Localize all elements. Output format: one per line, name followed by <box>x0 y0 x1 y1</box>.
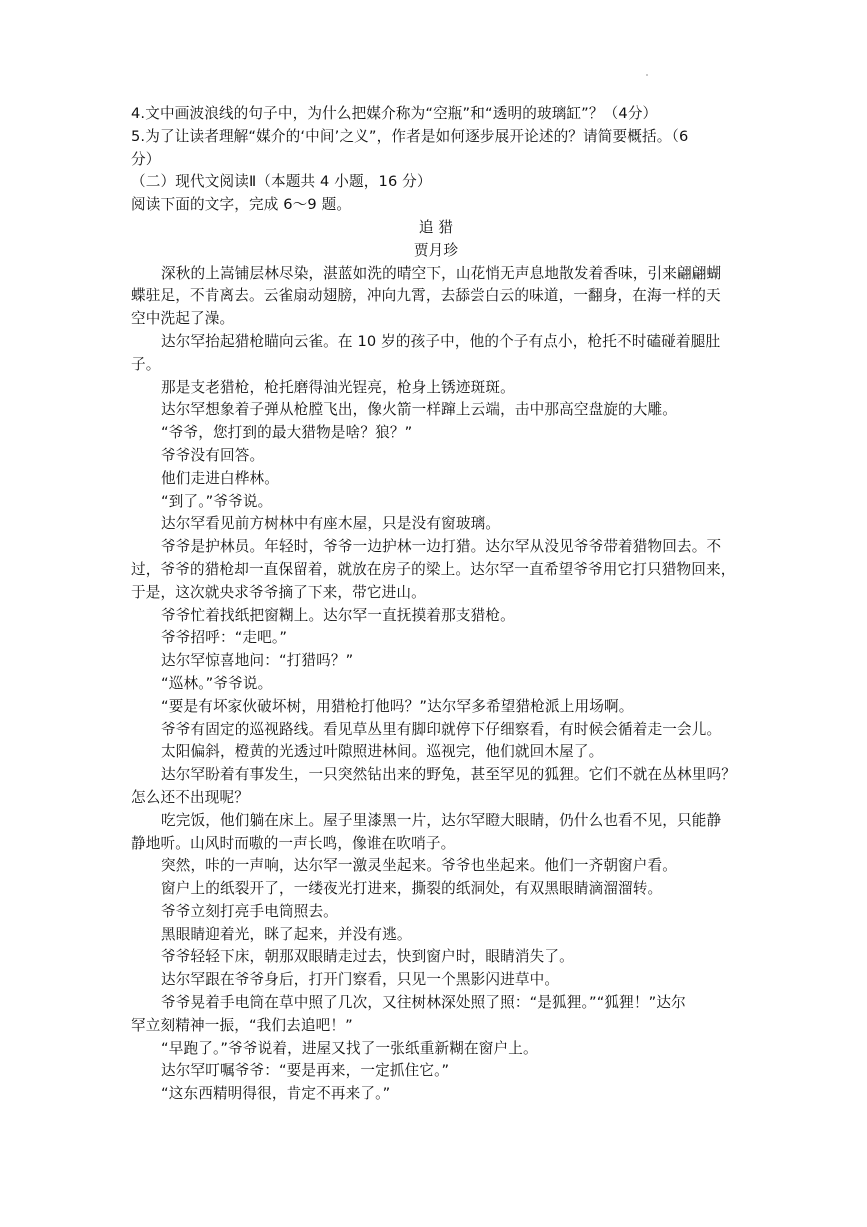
document-page <box>131 103 741 1106</box>
article-line: 于是，这次就央求爷爷摘了下来，带它进山。 <box>131 583 426 601</box>
article-line: 黑眼睛迎着光，眯了起来，并没有逃。 <box>161 925 412 943</box>
article-line: “这东西精明得很，肯定不再来了。” <box>161 1085 391 1103</box>
article-line: “到了。”爷爷说。 <box>161 492 273 510</box>
article-line: 静地听。山风时而嗷的一声长鸣，像谁在吹哨子。 <box>131 834 456 852</box>
article-line: 达尔罕跟在爷爷身后，打开门察看，只见一个黑影闪进草中。 <box>161 971 560 989</box>
article-line: 爷爷没有回答。 <box>161 446 265 464</box>
article-line: 罕立刻精神一振，“我们去追吧！” <box>131 1016 353 1034</box>
article-line: 太阳偏斜，橙黄的光透过叶隙照进林间。巡视完，他们就回木屋了。 <box>161 743 604 761</box>
article-line: 爷爷晃着手电筒在草中照了几次，又往树林深处照了照：“是狐狸。”“狐狸！”达尔 <box>161 994 686 1012</box>
article-line: 达尔罕想象着子弹从枪膛飞出，像火箭一样蹿上云端，击中那高空盘旋的大雕。 <box>161 401 678 419</box>
article-line: 爷爷有固定的巡视路线。看见草丛里有脚印就停下仔细察看，有时候会循着走一会儿。 <box>161 720 722 738</box>
article-line: 深秋的上嵩铺层林尽染，湛蓝如洗的晴空下，山花悄无声息地散发着香味，引来翩翩蝴 <box>161 264 722 282</box>
article-line: 蝶驻足，不肯离去。云雀扇动翅膀，冲向九霄，去舔尝白云的味道，一翻身，在海一样的天 <box>131 287 721 305</box>
article-line: “要是有坏家伙破坏树，用猎枪打他吗？”达尔罕多希望猎枪派上用场啊。 <box>161 697 634 715</box>
article-line: 突然，咔的一声响，达尔罕一激灵坐起来。爷爷也坐起来。他们一齐朝窗户看。 <box>161 857 678 875</box>
article-line: 过，爷爷的猎枪却一直保留着，就放在房子的梁上。达尔罕一直希望爷爷用它打只猎物回来， <box>131 560 736 578</box>
article-line: 达尔罕看见前方树林中有座木屋，只是没有窗玻璃。 <box>161 515 501 533</box>
article-line: 子。 <box>131 355 161 373</box>
article-title: 追 猎 <box>418 218 454 236</box>
scan-speck <box>646 74 648 76</box>
article-line: 达尔罕叮嘱爷爷：“要是再来，一定抓住它。” <box>161 1062 450 1080</box>
article-body <box>131 263 741 1106</box>
article-line: “早跑了。”爷爷说着，进屋又找了一张纸重新糊在窗户上。 <box>161 1039 538 1057</box>
reading-instruction: 阅读下面的文字，完成 6～9 题。 <box>131 196 352 214</box>
article-line: 爷爷立刻打亮手电筒照去。 <box>161 902 338 920</box>
article-line: 爷爷轻轻下床，朝那双眼睛走过去，快到窗户时，眼睛消失了。 <box>161 948 574 966</box>
article-line: 怎么还不出现呢？ <box>131 788 249 806</box>
article-line: 窗户上的纸裂开了，一缕夜光打进来，撕裂的纸洞处，有双黑眼睛滴溜溜转。 <box>161 880 663 898</box>
article-line: 达尔罕惊喜地问：“打猎吗？” <box>161 652 354 670</box>
article-line: “爷爷，您打到的最大猎物是啥？狼？” <box>161 424 413 442</box>
article-line: “巡林。”爷爷说。 <box>161 674 273 692</box>
article-line: 爷爷是护林员。年轻时，爷爷一边护林一边打猎。达尔罕从没见爷爷带着猎物回去。不 <box>161 538 722 556</box>
question-4: 4.文中画波浪线的句子中，为什么把媒介称为“空瓶”和“透明的玻璃缸”？（4分） <box>131 105 658 122</box>
article-line: 达尔罕抬起猎枪瞄向云雀。在 10 岁的孩子中，他的个子有点小，枪托不时磕碰着腿肚 <box>161 332 721 350</box>
article-line: 空中洗起了澡。 <box>131 310 235 328</box>
article-author: 贾月珍 <box>413 241 459 259</box>
article-line: 爷爷忙着找纸把窗糊上。达尔罕一直抚摸着那支猎枪。 <box>161 606 515 624</box>
section-heading: （二）现代文阅读Ⅱ（本题共 4 小题，16 分） <box>131 173 432 191</box>
article-line: 那是支老猎枪，枪托磨得油光锃亮，枪身上锈迹斑斑。 <box>161 378 515 396</box>
question-5-line-1: 5.为了让读者理解“媒介的‘中间’之义”，作者是如何逐步展开论述的？请简要概括。（6 <box>131 127 689 145</box>
article-line: 爷爷招呼：“走吧。” <box>161 629 288 647</box>
article-line: 吃完饭，他们躺在床上。屋子里漆黑一片，达尔罕瞪大眼睛，仍什么也看不见，只能静 <box>161 811 722 829</box>
article-line: 他们走进白桦林。 <box>161 469 279 487</box>
article-line: 达尔罕盼着有事发生，一只突然钻出来的野兔，甚至罕见的狐狸。它们不就在丛林里吗？ <box>161 766 737 784</box>
question-5-line-2: 分） <box>131 150 161 168</box>
